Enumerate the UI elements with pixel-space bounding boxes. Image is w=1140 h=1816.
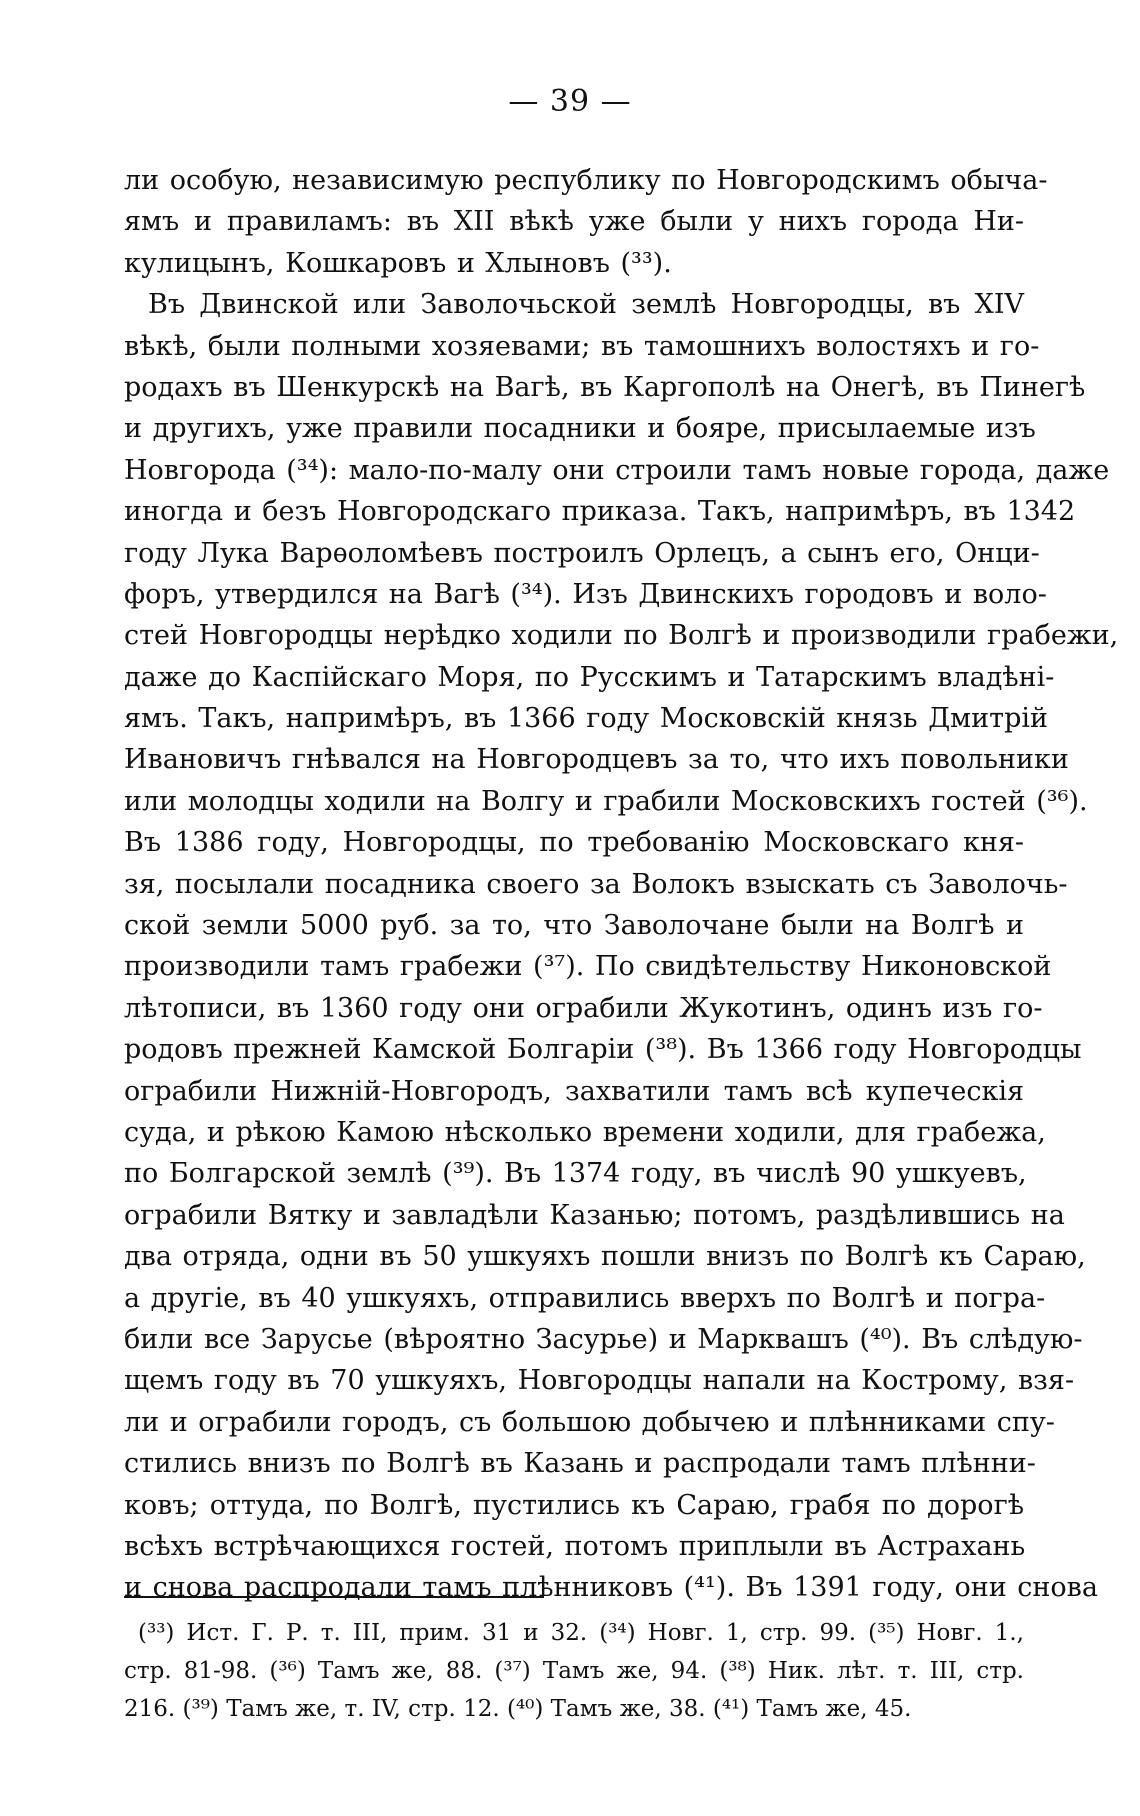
text-line: году Лука Варѳоломѣевъ построилъ Орлецъ, а сынъ его, Онци- [124, 537, 1040, 569]
footnotes [124, 1614, 1024, 1728]
text-line: зя, посылали посадника своего за Волокъ взыскать съ Заволочь- [124, 868, 1068, 900]
footnote-line: 216. (³⁹) Тамъ же, т. IV, стр. 12. (⁴⁰) Тамъ же, 38. (⁴¹) Тамъ же, 45. [124, 1696, 912, 1722]
text-line: родахъ въ Шенкурскѣ на Вагѣ, въ Каргополѣ на Онегѣ, въ Пинегѣ [124, 371, 1086, 403]
footnote-line: стр. 81-98. (³⁶) Тамъ же, 88. (³⁷) Тамъ же, 94. (³⁸) Ник. лѣт. т. III, стр. [124, 1658, 1024, 1684]
text-line: по Болгарской землѣ (³⁹). Въ 1374 году, въ числѣ 90 ушкуевъ, [124, 1158, 1027, 1190]
text-line: стей Новгородцы нерѣдко ходили по Волгѣ и производили грабежи, [124, 620, 1119, 652]
text-line: ли и ограбили городъ, съ большою добычею и плѣнниками спу- [124, 1406, 1055, 1438]
text-line: иногда и безъ Новгородскаго приказа. Такъ, напримѣръ, въ 1342 [124, 496, 1076, 528]
text-line: ямъ и правиламъ: въ XII вѣкѣ уже были у нихъ города Ни- [124, 206, 1024, 238]
text-line: или молодцы ходили на Волгу и грабили Московскихъ гостей (³⁶). [124, 785, 1088, 817]
text-line: суда, и рѣкою Камою нѣсколько времени ходили, для грабежа, [124, 1116, 1046, 1148]
text-line: Въ 1386 году, Новгородцы, по требованiю Московскаго кня- [124, 827, 1024, 859]
text-line: и снова распродали тамъ плѣнниковъ (⁴¹). Въ 1391 году, они снова [124, 1572, 1098, 1604]
body-text [124, 160, 1119, 1609]
footnote-divider [124, 1596, 544, 1598]
text-line: даже до Каспiйскаго Моря, по Русскимъ и Татарскимъ владѣнi- [124, 661, 1055, 693]
text-line: форъ, утвердился на Вагѣ (³⁴). Изъ Двинскихъ городовъ и воло- [124, 578, 1047, 610]
text-line: два отряда, одни въ 50 ушкуяхъ пошли внизъ по Волгѣ къ Сараю, [124, 1241, 1086, 1273]
text-line: ли особую, независимую республику по Новгородскимъ обыча- [124, 165, 1048, 196]
text-line: производили тамъ грабежи (³⁷). По свидѣтельству Никоновской [124, 951, 1052, 983]
text-line: ковъ; оттуда, по Волгѣ, пустились къ Сараю, грабя по дорогѣ [124, 1489, 1024, 1521]
text-line: лѣтописи, въ 1360 году они ограбили Жукотинъ, одинъ изъ го- [124, 992, 1043, 1024]
text-line: ямъ. Такъ, напримѣръ, въ 1366 году Московскiй князь Дмитрiй [124, 703, 1049, 735]
text-line: а другiе, въ 40 ушкуяхъ, отправились вверхъ по Волгѣ и погра- [124, 1282, 1046, 1314]
page-number: — 39 — [508, 84, 632, 119]
text-line: Новгорода (³⁴): мало-по-малу они строили тамъ новые города, даже [124, 454, 1110, 486]
text-line: били все Зарусье (вѣроятно Засурье) и Марквашъ (⁴⁰). Въ слѣдую- [124, 1323, 1083, 1355]
text-line: щемъ году въ 70 ушкуяхъ, Новгородцы напали на Кострому, взя- [124, 1365, 1075, 1397]
text-line: Ивановичъ гнѣвался на Новгородцевъ за то, что ихъ повольники [124, 744, 1069, 776]
text-line: и другихъ, уже правили посадники и бояре, присылаемые изъ [124, 413, 1036, 445]
text-line: родовъ прежней Камской Болгарiи (³⁸). Въ 1366 году Новгородцы [124, 1034, 1082, 1066]
footnote-line: (³³) Ист. Г. Р. т. III, прим. 31 и 32. (³⁴) Новг. 1, стр. 99. (³⁵) Новг. 1., [138, 1620, 1024, 1646]
text-line: кулицынъ, Кошкаровъ и Хлыновъ (³³). [124, 247, 672, 279]
text-line: вѣкѣ, были полными хозяевами; въ тамошнихъ волостяхъ и го- [124, 330, 1040, 362]
text-line: ограбили Вятку и завладѣли Казанью; потомъ, раздѣлившись на [124, 1199, 1065, 1231]
text-line: всѣхъ встрѣчающихся гостей, потомъ приплыли въ Астрахань [124, 1530, 1026, 1562]
text-line: стились внизъ по Волгѣ въ Казань и распродали тамъ плѣнни- [124, 1448, 1036, 1480]
text-line: ской земли 5000 руб. за то, что Заволочане были на Волгѣ и [124, 910, 1024, 942]
text-line: Въ Двинской или Заволочьской землѣ Новгородцы, въ XIV [148, 289, 1024, 321]
text-line: ограбили Нижнiй-Новгородъ, захватили тамъ всѣ купеческiя [124, 1075, 1024, 1107]
